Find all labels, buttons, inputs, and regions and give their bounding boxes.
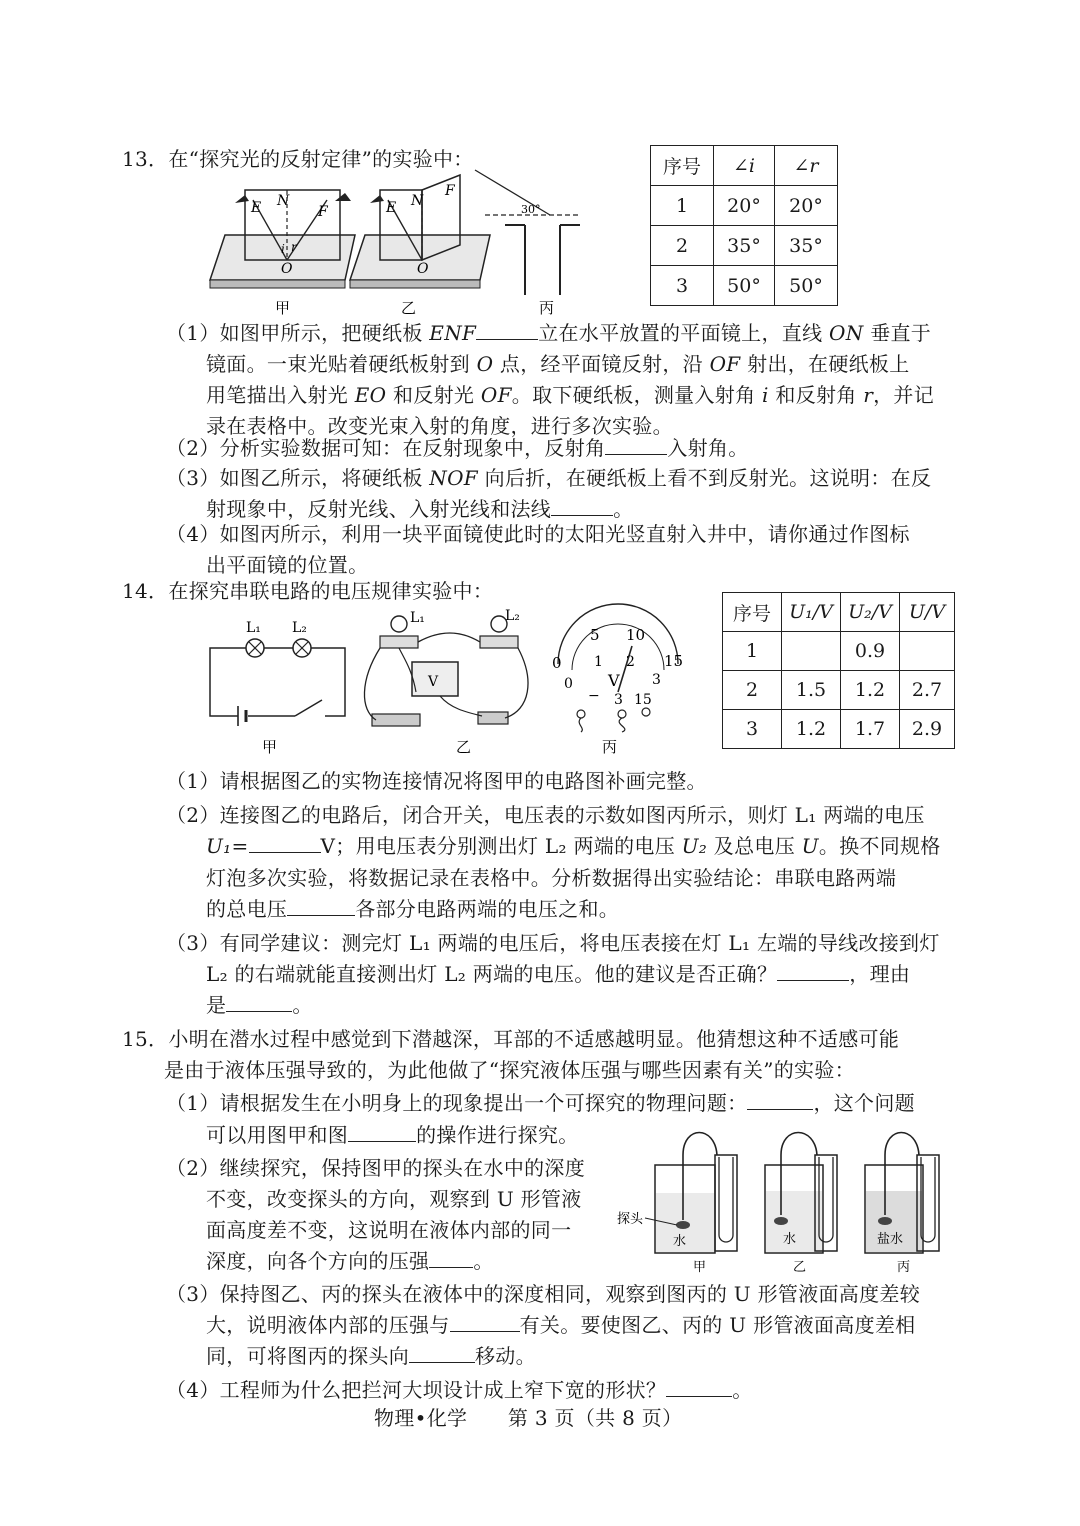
- q14-p2-line1: （2）连接图乙的电路后，闭合开关，电压表的示数如图丙所示，则灯 L₁ 两端的电压: [166, 803, 925, 827]
- q14-table-cell: [782, 632, 841, 671]
- q13-table-cell: 1: [651, 186, 714, 226]
- q14-table-cell: [900, 632, 955, 671]
- q15-p1-line2: 可以用图甲和图 的操作进行探究。: [206, 1123, 579, 1147]
- q15-p1-line1: （1）请根据发生在小明身上的现象提出一个可探究的物理问题： ，这个问题: [166, 1091, 915, 1115]
- q13-p4-line1: （4）如图丙所示，利用一块平面镜使此时的太阳光竖直射入井中，请你通过作图标: [166, 522, 910, 546]
- q14-fig-yi-L2: L₂: [505, 608, 520, 624]
- q14-table-cell: 1.5: [782, 671, 841, 710]
- q15-p3-line1: （3）保持图乙、丙的探头在液体中的深度相同，观察到图丙的 U 形管液面高度差较: [166, 1282, 920, 1306]
- answer-blank[interactable]: [409, 1344, 475, 1363]
- q14-table-header: U₁/V: [782, 593, 841, 632]
- q14-dial-terminal-3: 3: [614, 692, 623, 708]
- q14-p1: （1）请根据图乙的实物连接情况将图甲的电路图补画完整。: [166, 769, 707, 793]
- q14-stem: 14．在探究串联电路的电压规律实验中：: [122, 579, 494, 603]
- q13-table-cell: 50°: [775, 266, 838, 306]
- q15-p4: （4）工程师为什么把拦河大坝设计成上窄下宽的形状？ 。: [166, 1378, 753, 1402]
- q15-p3-line2: 大，说明液体内部的压强与 有关。要使图乙、丙的 U 形管液面高度差相: [206, 1313, 916, 1337]
- q14-p2-line4: 的总电压 各部分电路两端的电压之和。: [206, 897, 620, 921]
- answer-blank[interactable]: [476, 321, 538, 340]
- q14-fig-L2: L₂: [292, 620, 307, 636]
- q13-table-cell: 35°: [714, 226, 775, 266]
- q15-p2-line2: 不变，改变探头的方向，观察到 U 形管液: [206, 1187, 582, 1211]
- answer-blank[interactable]: [551, 497, 613, 516]
- q13-fig-label-E: E: [251, 200, 262, 216]
- q13-table-cell: 35°: [775, 226, 838, 266]
- q13-p3-line1: （3）如图乙所示，将硬纸板 NOF 向后折，在硬纸板上看不到反射光。这说明：在反: [166, 466, 932, 490]
- q15-figure-pressure-gauges: [615, 1125, 955, 1275]
- q13-fig-yi-label-E: E: [386, 200, 397, 216]
- q13-stem: 13．在“探究光的反射定律”的实验中：: [122, 147, 474, 171]
- q15-stem-line2: 是由于液体压强导致的，为此他做了“探究液体压强与哪些因素有关”的实验：: [164, 1058, 855, 1082]
- q14-figure-circuits: [200, 600, 700, 760]
- answer-blank[interactable]: [348, 1123, 416, 1142]
- q13-p4-line2: 出平面镜的位置。: [206, 553, 369, 577]
- q15-p2-line1: （2）继续探究，保持图甲的探头在水中的深度: [166, 1156, 586, 1180]
- q14-dial-V: V: [608, 671, 620, 690]
- q14-dial-terminal-15: 15: [634, 692, 652, 708]
- answer-blank[interactable]: [605, 436, 667, 455]
- q13-table-header: 序号: [651, 146, 714, 186]
- q14-dial-inner-3: 3: [652, 672, 661, 688]
- q15-fig-caption-yi: 乙: [793, 1260, 807, 1275]
- q14-p2-line2: U₁= V；用电压表分别测出灯 L₂ 两端的电压 U₂ 及总电压 U。换不同规格: [206, 834, 941, 858]
- q13-fig-label-i: i: [281, 242, 285, 256]
- q13-fig-caption-jia: 甲: [275, 299, 291, 317]
- q14-p3-line2: L₂ 的右端就能直接测出灯 L₂ 两端的电压。他的建议是否正确？ ，理由: [206, 962, 911, 986]
- q14-table-header: U₂/V: [841, 593, 900, 632]
- q13-table-cell: 3: [651, 266, 714, 306]
- q14-table-header: U/V: [900, 593, 955, 632]
- q13-table-header: ∠r: [775, 146, 838, 186]
- q13-fig-yi-label-F: F: [445, 183, 455, 199]
- q13-figure-mirror-experiments: [205, 165, 605, 325]
- q14-table-header: 序号: [723, 593, 782, 632]
- q14-fig-yi-L1: L₁: [410, 610, 425, 626]
- q14-fig-L1: L₁: [246, 620, 261, 636]
- q14-table-cell: 1.7: [841, 710, 900, 749]
- q13-p1-line2: 镜面。一束光贴着硬纸板射到 O 点，经平面镜反射，沿 OF 射出，在硬纸板上: [206, 352, 910, 376]
- q14-fig-caption-yi: 乙: [456, 738, 472, 756]
- answer-blank[interactable]: [747, 1091, 813, 1110]
- q14-table-cell: 0.9: [841, 632, 900, 671]
- q13-fig-label-O: O: [281, 261, 293, 277]
- q15-p2-line4: 深度，向各个方向的压强 。: [206, 1249, 494, 1273]
- answer-blank[interactable]: [429, 1249, 473, 1268]
- q14-data-table: [722, 592, 955, 749]
- q15-fig-probe: 探头: [617, 1212, 644, 1227]
- q14-p2-line3: 灯泡多次实验，将数据记录在表格中。分析数据得出实验结论：串联电路两端: [206, 866, 897, 890]
- q14-p3-line3: 是 。: [206, 993, 313, 1017]
- q13-fig-yi-label-N: N: [411, 193, 424, 209]
- answer-blank[interactable]: [450, 1313, 520, 1332]
- answer-blank[interactable]: [287, 897, 355, 916]
- q14-fig-caption-jia: 甲: [262, 738, 278, 756]
- q14-table-cell: 1.2: [782, 710, 841, 749]
- q14-dial-inner-1: 1: [594, 654, 603, 670]
- answer-blank[interactable]: [249, 834, 321, 853]
- q13-table-cell: 2: [651, 226, 714, 266]
- q15-fig-caption-jia: 甲: [693, 1260, 707, 1275]
- q13-p3-line2: 射现象中，反射光线、入射光线和法线 。: [206, 497, 634, 521]
- q14-dial-outer-5: 5: [590, 626, 600, 644]
- q14-p3-line1: （3）有同学建议：测完灯 L₁ 两端的电压后，将电压表接在灯 L₁ 左端的导线改接到灯: [166, 931, 940, 955]
- q13-table-cell: 20°: [714, 186, 775, 226]
- answer-blank[interactable]: [226, 993, 292, 1012]
- q13-fig-caption-bing: 丙: [539, 299, 555, 317]
- q13-p2: （2）分析实验数据可知：在反射现象中，反射角 入射角。: [166, 436, 749, 460]
- q14-table-cell: 1: [723, 632, 782, 671]
- q14-dial-outer-10: 10: [626, 626, 646, 644]
- q13-p1-line1: （1）如图甲所示，把硬纸板 ENF 立在水平放置的平面镜上，直线 ON 垂直于: [166, 321, 932, 345]
- q14-table-cell: 1.2: [841, 671, 900, 710]
- q14-dial-inner-0: 0: [564, 676, 573, 692]
- q14-table-cell: 2.7: [900, 671, 955, 710]
- q15-p3-line3: 同，可将图丙的探头向 移动。: [206, 1344, 536, 1368]
- q14-dial-outer-15: 15: [664, 652, 684, 670]
- q14-dial-zero: 0: [552, 654, 562, 672]
- q13-fig-label-30: 30°: [521, 203, 541, 216]
- q13-table-cell: 20°: [775, 186, 838, 226]
- q13-fig-label-r: r: [291, 240, 297, 254]
- q15-fig-caption-bing: 丙: [897, 1260, 911, 1275]
- q13-fig-label-F: F: [318, 204, 328, 220]
- q13-table-header: ∠i: [714, 146, 775, 186]
- q13-p1-line4: 录在表格中。改变光束入射的角度，进行多次实验。: [206, 414, 673, 438]
- q15-stem-line1: 15．小明在潜水过程中感觉到下潜越深，耳部的不适感越明显。他猜想这种不适感可能: [122, 1027, 900, 1051]
- q14-table-cell: 3: [723, 710, 782, 749]
- q14-dial-terminal-minus: −: [588, 688, 600, 704]
- q15-fig-water1: 水: [673, 1234, 687, 1249]
- q13-data-table: [650, 145, 838, 306]
- q13-fig-label-N: N: [277, 193, 290, 209]
- q15-fig-water2: 水: [783, 1232, 797, 1247]
- answer-blank[interactable]: [666, 1378, 732, 1397]
- q15-fig-brine: 盐水: [877, 1232, 904, 1247]
- q14-fig-caption-bing: 丙: [602, 738, 618, 756]
- q14-fig-yi-V: V: [428, 674, 439, 690]
- answer-blank[interactable]: [777, 962, 849, 981]
- page-footer: 物理•化学 第 3 页（共 8 页）: [374, 1406, 683, 1430]
- q13-fig-caption-yi: 乙: [401, 299, 417, 317]
- q14-table-cell: 2: [723, 671, 782, 710]
- q13-p1-line3: 用笔描出入射光 EO 和反射光 OF。取下硬纸板，测量入射角 i 和反射角 r，并记: [206, 383, 935, 407]
- q15-p2-line3: 面高度差不变，这说明在液体内部的同一: [206, 1218, 572, 1242]
- q14-table-cell: 2.9: [900, 710, 955, 749]
- q13-fig-yi-label-O: O: [417, 261, 429, 277]
- q14-dial-inner-2: 2: [626, 654, 635, 670]
- q13-table-cell: 50°: [714, 266, 775, 306]
